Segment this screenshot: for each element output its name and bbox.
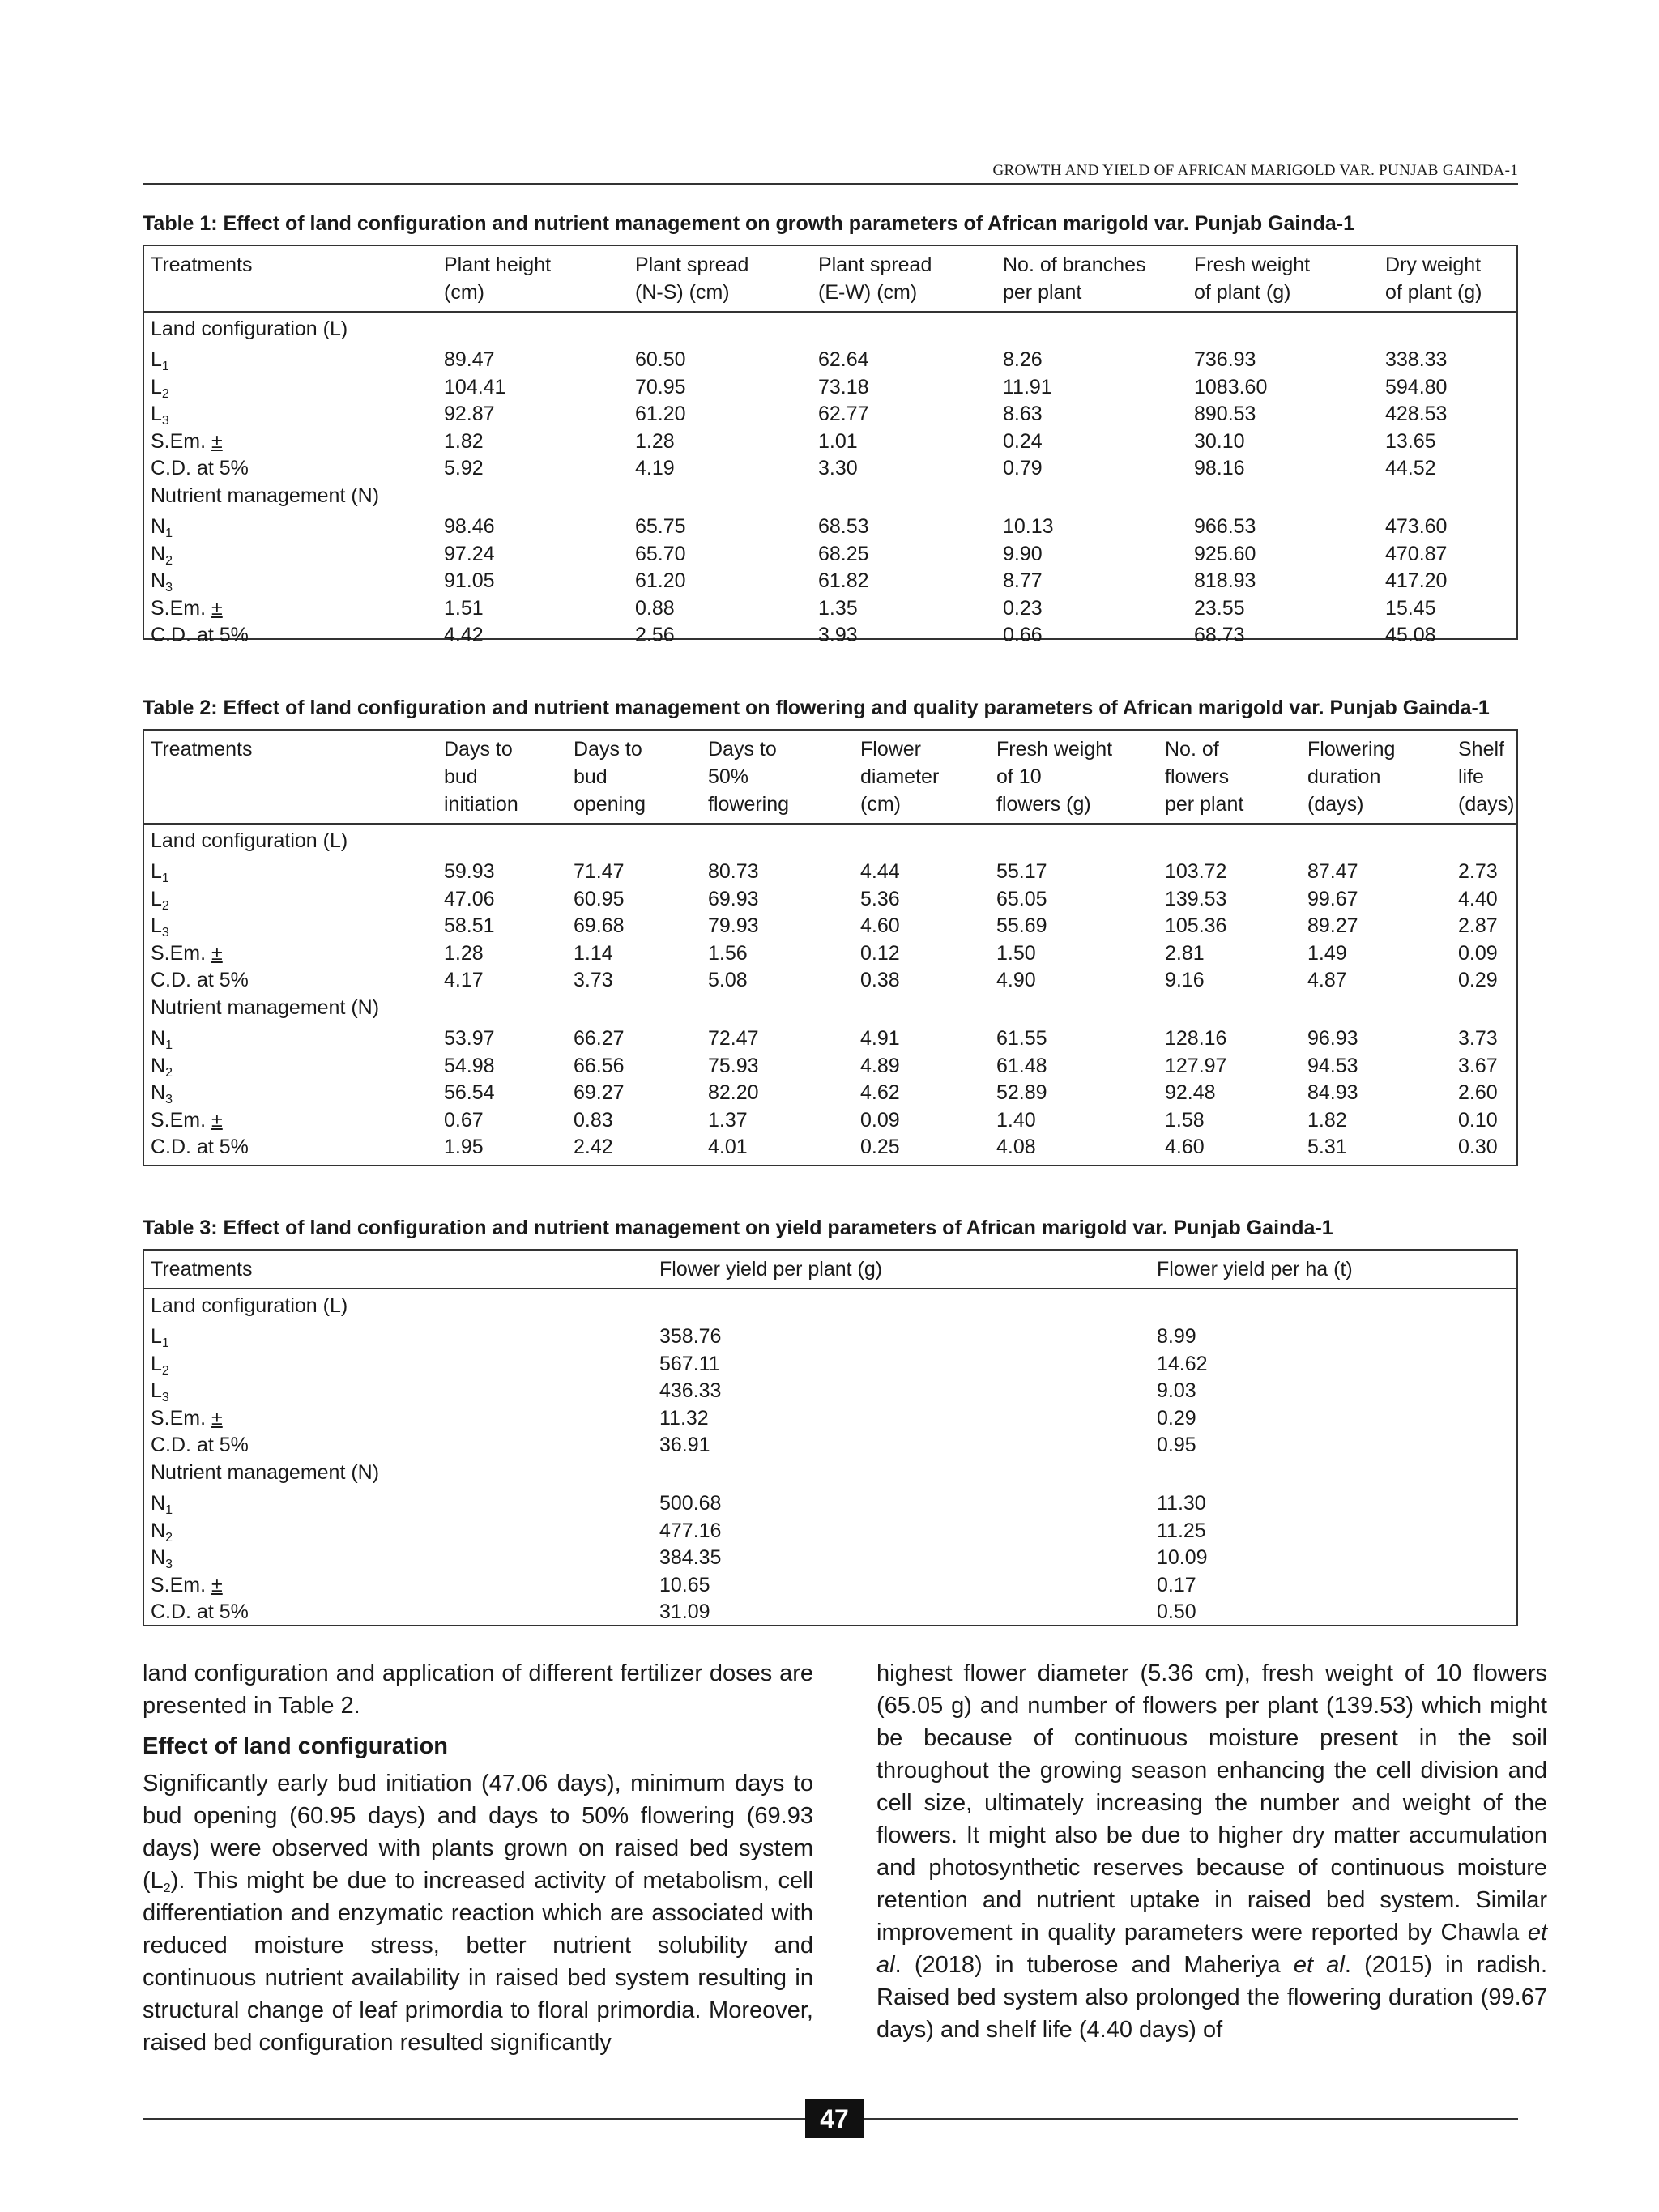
table-header-cell: Treatments	[151, 254, 253, 276]
table-cell: 98.46	[444, 515, 495, 538]
table-cell: 72.47	[708, 1027, 759, 1050]
table-cell: 5.92	[444, 457, 484, 480]
table-row	[144, 541, 1516, 568]
table-cell: 3.73	[574, 969, 613, 992]
table-cell: 79.93	[708, 914, 759, 938]
table3	[143, 1249, 1518, 1626]
table-cell: 9.16	[1165, 969, 1205, 992]
table-cell: 62.77	[818, 403, 869, 426]
table-header-row	[144, 1251, 1516, 1289]
table-cell: 1.56	[708, 941, 748, 965]
table-cell: 0.17	[1157, 1573, 1196, 1596]
table-row	[144, 401, 1516, 428]
table-cell: 69.93	[708, 887, 759, 910]
table-cell: 103.72	[1165, 860, 1227, 883]
table-cell: 68.25	[818, 542, 869, 565]
section-heading: Effect of land configuration	[143, 1733, 448, 1759]
row-label: C.D. at 5%	[151, 969, 249, 992]
table-cell: 55.17	[996, 860, 1047, 883]
table-section-label: Nutrient management (N)	[151, 484, 380, 507]
table-header-cell: Plant spread (E-W) (cm)	[818, 254, 932, 304]
table-cell: 128.16	[1165, 1027, 1227, 1050]
row-label: $N_1$	[151, 1492, 173, 1517]
table-cell: 80.73	[708, 860, 759, 883]
table-header-cell: Days to bud initiation	[444, 738, 518, 816]
table-cell: 0.79	[1003, 457, 1043, 480]
table-cell: 10.09	[1157, 1546, 1208, 1570]
table-cell: 417.20	[1385, 569, 1448, 593]
table-cell: 4.62	[860, 1081, 900, 1105]
table-cell: 66.56	[574, 1054, 625, 1077]
table-header-cell: Treatments	[151, 1258, 253, 1281]
table-cell: 3.30	[818, 457, 858, 480]
table-cell: 1.58	[1165, 1108, 1205, 1132]
table-cell: 68.53	[818, 515, 869, 538]
table-cell: 9.90	[1003, 542, 1043, 565]
table-cell: 736.93	[1194, 348, 1256, 371]
table-section-label: Nutrient management (N)	[151, 996, 380, 1019]
table-cell: 4.08	[996, 1136, 1036, 1159]
table-cell: 61.82	[818, 569, 869, 593]
table-cell: 818.93	[1194, 569, 1256, 593]
table-cell: 8.77	[1003, 569, 1043, 593]
table-row	[144, 913, 1516, 940]
footer-rule-left	[143, 2118, 805, 2120]
table-section-label: Land configuration (L)	[151, 318, 348, 340]
table-cell: 0.50	[1157, 1600, 1196, 1624]
row-label: $N_2$	[151, 1519, 173, 1545]
table-cell: 92.48	[1165, 1081, 1216, 1105]
footer-rule-right	[864, 2118, 1518, 2120]
running-head: GROWTH AND YIELD OF AFRICAN MARIGOLD VAR. PUNJAB GAINDA-1	[992, 162, 1518, 179]
table1	[143, 245, 1518, 647]
table-header-cell: Shelf life (days)	[1458, 738, 1515, 816]
table-header-cell: Plant height (cm)	[444, 254, 552, 304]
table-cell: 84.93	[1307, 1081, 1358, 1105]
table-cell: 4.44	[860, 860, 900, 883]
table1-caption: Table 1: Effect of land configuration and nutrient management on growth parameters of African marigold var. Punjab Gainda-1	[143, 212, 1355, 235]
table-cell: 2.73	[1458, 860, 1498, 883]
table-cell: 4.40	[1458, 887, 1498, 910]
table-cell: 1.82	[1307, 1108, 1347, 1132]
table-cell: 9.03	[1157, 1379, 1196, 1403]
table-cell: 1.51	[444, 596, 484, 620]
table-header-row	[144, 731, 1516, 825]
table-header-cell: Fresh weight of plant (g)	[1194, 254, 1311, 304]
table-cell: 69.27	[574, 1081, 625, 1105]
table-header-cell: Plant spread (N-S) (cm)	[635, 254, 749, 304]
table-cell: 4.91	[860, 1027, 900, 1050]
table-cell: 61.55	[996, 1027, 1047, 1050]
table-cell: 31.09	[659, 1600, 710, 1624]
table-cell: 62.64	[818, 348, 869, 371]
table-cell: 1.40	[996, 1108, 1036, 1132]
row-label: $N_2$	[151, 1054, 173, 1080]
table-cell: 13.65	[1385, 429, 1436, 453]
table-cell: 4.19	[635, 457, 675, 480]
table-cell: 1.95	[444, 1136, 484, 1159]
table-cell: 0.12	[860, 941, 900, 965]
table-cell: 71.47	[574, 860, 625, 883]
row-label: S.Em. ±	[151, 941, 223, 965]
table-cell: 473.60	[1385, 515, 1448, 538]
table-row	[144, 595, 1516, 622]
table-cell: 890.53	[1194, 403, 1256, 426]
row-label: $L_3$	[151, 403, 169, 428]
table-cell: 87.47	[1307, 860, 1358, 883]
table-cell: 0.29	[1458, 969, 1498, 992]
table-cell: 4.42	[444, 624, 484, 647]
table-cell: 4.87	[1307, 969, 1347, 992]
table-cell: 384.35	[659, 1546, 722, 1570]
table2-caption: Table 2: Effect of land configuration and nutrient management on flowering and quality parameters of African marigold var. Punjab Gainda-1	[143, 697, 1490, 719]
table-cell: 60.95	[574, 887, 625, 910]
table-cell: 2.42	[574, 1136, 613, 1159]
table-cell: 11.32	[659, 1406, 709, 1430]
table-row	[144, 1518, 1516, 1545]
header-rule	[143, 183, 1518, 185]
table-cell: 56.54	[444, 1081, 495, 1105]
table-header-cell: No. of branches per plant	[1003, 254, 1146, 304]
table-cell: 10.65	[659, 1573, 710, 1596]
body-paragraph: Significantly early bud initiation (47.06 days), minimum days to bud opening (60.95 days) and days to 50% flowering (69.93 days) were observed with plants grown on raised bed system $(L_2)$. This might be due to increased activity of metabolism, cell differentiation and enzymatic reaction which are associated with reduced moisture stress, better nutrient solubility and continuous nutrient availability in raised bed system resulting in structural change of leaf primordia to floral primordia. Moreover, raised bed configuration resulted significantly	[143, 1771, 813, 2056]
table-cell: 8.26	[1003, 348, 1043, 371]
table-cell: 1083.60	[1194, 375, 1268, 399]
table-cell: 4.60	[1165, 1136, 1205, 1159]
table-cell: 104.41	[444, 375, 506, 399]
table-row	[144, 1351, 1516, 1378]
table-cell: 2.56	[635, 624, 675, 647]
table-row	[144, 886, 1516, 913]
row-label: S.Em. ±	[151, 1406, 223, 1430]
table-cell: 45.08	[1385, 624, 1436, 647]
table-cell: 0.25	[860, 1136, 900, 1159]
row-label: C.D. at 5%	[151, 624, 249, 647]
row-label: $N_3$	[151, 569, 173, 595]
row-label: S.Em. ±	[151, 1573, 223, 1596]
table-row	[144, 1432, 1516, 1459]
table-cell: 0.67	[444, 1108, 484, 1132]
row-label: $L_2$	[151, 375, 169, 401]
table-cell: 0.88	[635, 596, 675, 620]
table-cell: 96.93	[1307, 1027, 1358, 1050]
table-cell: 23.55	[1194, 596, 1245, 620]
table-cell: 4.60	[860, 914, 900, 938]
table-row	[144, 1378, 1516, 1404]
table-row	[144, 1490, 1516, 1517]
table-cell: 0.38	[860, 969, 900, 992]
table-cell: 94.53	[1307, 1054, 1358, 1077]
table-header-cell: Days to 50% flowering	[708, 738, 790, 816]
table-cell: 91.05	[444, 569, 495, 593]
table-cell: 14.62	[1157, 1352, 1208, 1375]
table-cell: 1.28	[444, 941, 484, 965]
table-cell: 0.24	[1003, 429, 1043, 453]
table-cell: 99.67	[1307, 887, 1358, 910]
row-label: $L_2$	[151, 1352, 169, 1378]
table-row	[144, 859, 1516, 885]
row-label: $N_3$	[151, 1546, 173, 1572]
table-cell: 52.89	[996, 1081, 1047, 1105]
table-row	[144, 568, 1516, 595]
table-cell: 3.73	[1458, 1027, 1498, 1050]
row-label: C.D. at 5%	[151, 1600, 249, 1624]
table-row	[144, 1323, 1516, 1350]
table-header-cell: No. of flowers per plant	[1165, 738, 1244, 816]
table-cell: 89.27	[1307, 914, 1358, 938]
table-row	[144, 1545, 1516, 1571]
table-cell: 68.73	[1194, 624, 1245, 647]
table-cell: 98.16	[1194, 457, 1245, 480]
table-row	[144, 1080, 1516, 1106]
table-cell: 1.37	[708, 1108, 748, 1132]
table-cell: 470.87	[1385, 542, 1448, 565]
table-cell: 436.33	[659, 1379, 722, 1403]
table-cell: 0.10	[1458, 1108, 1498, 1132]
table-cell: 89.47	[444, 348, 495, 371]
table-row	[144, 455, 1516, 482]
table-cell: 55.69	[996, 914, 1047, 938]
table-cell: 925.60	[1194, 542, 1256, 565]
table-cell: 1.28	[635, 429, 675, 453]
table-cell: 338.33	[1385, 348, 1448, 371]
table-cell: 65.75	[635, 515, 686, 538]
table-cell: 4.89	[860, 1054, 900, 1077]
table-row	[144, 622, 1516, 649]
table-row	[144, 940, 1516, 967]
table3-caption: Table 3: Effect of land configuration and nutrient management on yield parameters of African marigold var. Punjab Gainda-1	[143, 1217, 1333, 1239]
table-cell: 11.91	[1003, 375, 1052, 399]
table-row	[144, 428, 1516, 455]
table-cell: 75.93	[708, 1054, 759, 1077]
table-cell: 1.50	[996, 941, 1036, 965]
table-cell: 61.48	[996, 1054, 1047, 1077]
table-cell: 4.17	[444, 969, 484, 992]
table-cell: 1.82	[444, 429, 484, 453]
table-cell: 10.13	[1003, 515, 1054, 538]
body-left-column	[143, 1657, 813, 2059]
table-header-cell: Days to bud opening	[574, 738, 646, 816]
table-cell: 65.05	[996, 887, 1047, 910]
table-cell: 30.10	[1194, 429, 1245, 453]
row-label: C.D. at 5%	[151, 457, 249, 480]
body-paragraph: land configuration and application of different fertilizer doses are presented in Table 2.	[143, 1660, 813, 1719]
table-row	[144, 374, 1516, 401]
table-cell: 5.36	[860, 887, 900, 910]
table-cell: 73.18	[818, 375, 869, 399]
table-row	[144, 1053, 1516, 1080]
table-cell: 11.25	[1157, 1519, 1206, 1542]
table-row	[144, 1107, 1516, 1134]
table-row	[144, 347, 1516, 373]
table-cell: 92.87	[444, 403, 495, 426]
table-cell: 0.30	[1458, 1136, 1498, 1159]
table-cell: 11.30	[1157, 1492, 1206, 1515]
row-label: C.D. at 5%	[151, 1434, 249, 1457]
table-row	[144, 1405, 1516, 1432]
table-cell: 44.52	[1385, 457, 1436, 480]
table-cell: 0.09	[1458, 941, 1498, 965]
table-cell: 4.90	[996, 969, 1036, 992]
row-label: $L_3$	[151, 1379, 169, 1405]
row-label: $N_3$	[151, 1081, 173, 1107]
table-cell: 70.95	[635, 375, 686, 399]
table-cell: 2.87	[1458, 914, 1498, 938]
table-cell: 127.97	[1165, 1054, 1227, 1077]
table-header-cell: Dry weight of plant (g)	[1385, 254, 1482, 304]
table-cell: 567.11	[659, 1352, 720, 1375]
table-cell: 97.24	[444, 542, 495, 565]
table-cell: 3.93	[818, 624, 858, 647]
table-cell: 59.93	[444, 860, 495, 883]
table-cell: 358.76	[659, 1325, 722, 1348]
table-cell: 2.81	[1165, 941, 1205, 965]
table-cell: 82.20	[708, 1081, 759, 1105]
table-cell: 0.95	[1157, 1434, 1196, 1457]
table-cell: 15.45	[1385, 596, 1436, 620]
table-cell: 2.60	[1458, 1081, 1498, 1105]
table-row	[144, 1134, 1516, 1161]
row-label: $L_1$	[151, 1325, 169, 1350]
table-cell: 477.16	[659, 1519, 722, 1542]
table-row	[144, 967, 1516, 994]
table-cell: 8.63	[1003, 403, 1043, 426]
table-header-cell: Flower yield per ha (t)	[1157, 1258, 1353, 1281]
table-header-cell: Fresh weight of 10 flowers (g)	[996, 738, 1113, 816]
table-header-row	[144, 246, 1516, 313]
row-label: $L_2$	[151, 887, 169, 913]
table-cell: 8.99	[1157, 1325, 1196, 1348]
table-cell: 3.67	[1458, 1054, 1498, 1077]
table-section-label: Nutrient management (N)	[151, 1461, 380, 1484]
row-label: $L_3$	[151, 914, 169, 940]
table-cell: 594.80	[1385, 375, 1448, 399]
table-cell: 66.27	[574, 1027, 625, 1050]
table-cell: 61.20	[635, 569, 686, 593]
table-cell: 69.68	[574, 914, 625, 938]
table-cell: 0.66	[1003, 624, 1043, 647]
table-cell: 60.50	[635, 348, 686, 371]
table-cell: 58.51	[444, 914, 495, 938]
table-cell: 1.14	[574, 941, 613, 965]
table-section-label: Land configuration (L)	[151, 829, 348, 852]
row-label: S.Em. ±	[151, 429, 223, 453]
row-label: S.Em. ±	[151, 1108, 223, 1132]
table-cell: 1.49	[1307, 941, 1347, 965]
body-right-column	[876, 1657, 1547, 2046]
row-label: $N_1$	[151, 515, 173, 540]
table-row	[144, 1599, 1516, 1626]
row-label: C.D. at 5%	[151, 1136, 249, 1159]
table-header-cell: Treatments	[151, 738, 253, 761]
table-cell: 5.31	[1307, 1136, 1347, 1159]
table-cell: 65.70	[635, 542, 686, 565]
row-label: $N_2$	[151, 542, 173, 568]
table-cell: 36.91	[659, 1434, 710, 1457]
table-cell: 1.01	[818, 429, 858, 453]
table-row	[144, 514, 1516, 540]
table-header-cell: Flower diameter (cm)	[860, 738, 940, 816]
table-cell: 428.53	[1385, 403, 1448, 426]
table-cell: 61.20	[635, 403, 686, 426]
page-number: 47	[805, 2099, 864, 2138]
table-header-cell: Flower yield per plant (g)	[659, 1258, 883, 1281]
row-label: $N_1$	[151, 1027, 173, 1052]
table-row	[144, 1025, 1516, 1052]
table-cell: 53.97	[444, 1027, 495, 1050]
table-cell: 54.98	[444, 1054, 495, 1077]
table-cell: 105.36	[1165, 914, 1227, 938]
table-header-cell: Flowering duration (days)	[1307, 738, 1396, 816]
row-label: $L_1$	[151, 348, 169, 373]
table-cell: 0.23	[1003, 596, 1043, 620]
table-cell: 4.01	[708, 1136, 748, 1159]
table-cell: 0.83	[574, 1108, 613, 1132]
table-cell: 0.29	[1157, 1406, 1196, 1430]
table-cell: 0.09	[860, 1108, 900, 1132]
row-label: $L_1$	[151, 860, 169, 885]
table2	[143, 729, 1518, 1166]
table-cell: 139.53	[1165, 887, 1227, 910]
table-cell: 47.06	[444, 887, 495, 910]
table-cell: 5.08	[708, 969, 748, 992]
table-row	[144, 1572, 1516, 1599]
table-cell: 966.53	[1194, 515, 1256, 538]
table-cell: 500.68	[659, 1492, 722, 1515]
table-cell: 1.35	[818, 596, 858, 620]
row-label: S.Em. ±	[151, 596, 223, 620]
body-paragraph: highest flower diameter (5.36 cm), fresh weight of 10 flowers (65.05 g) and number of flowers per plant (139.53) which might be because of continuous moisture present in the soil throughout the growing season enhancing the cell division and cell size, ultimately increasing the number and weight of the flowers. It might also be due to higher dry matter accumulation and photosynthetic reserves because of continuous moisture retention and nutrient uptake in raised bed system. Similar improvement in quality parameters were reported by Chawla et al. (2018) in tuberose and Maheriya et al. (2015) in radish. Raised bed system also prolonged the flowering duration (99.67 days) and shelf life (4.40 days) of	[876, 1660, 1547, 2043]
table-section-label: Land configuration (L)	[151, 1294, 348, 1317]
